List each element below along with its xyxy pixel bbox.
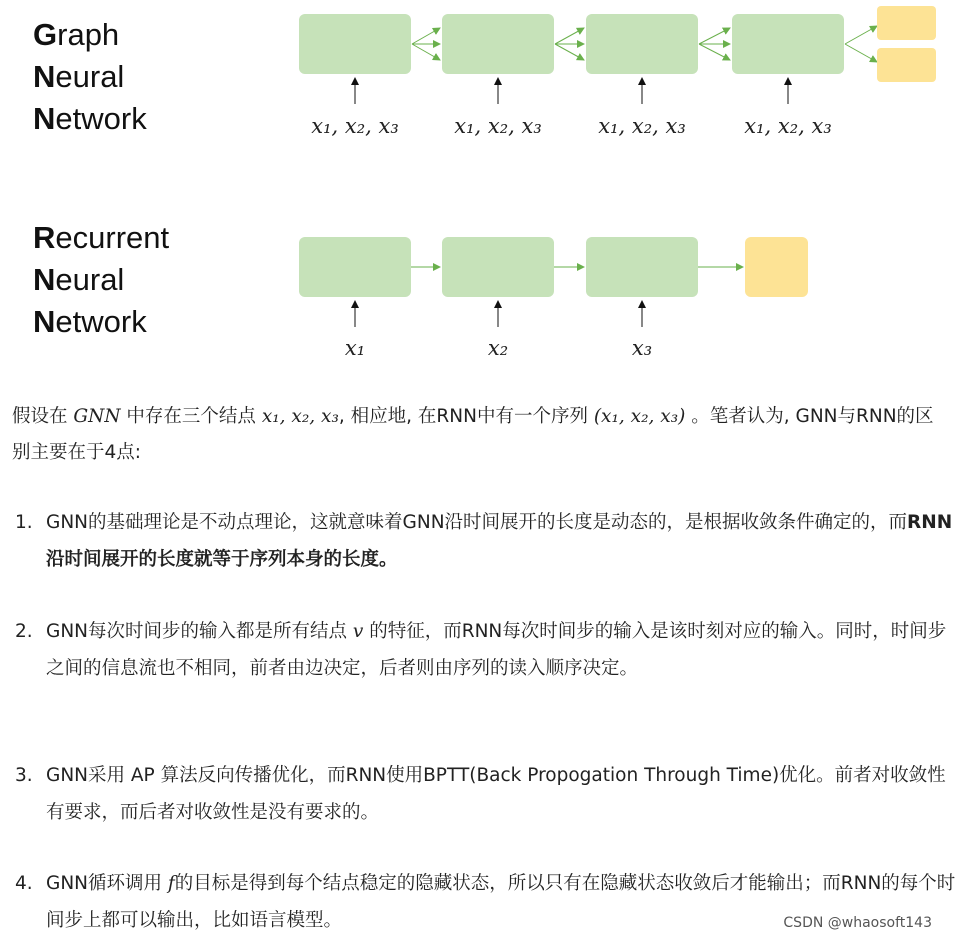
list-item: 4. GNN循环调用 f的目标是得到每个结点稳定的隐藏状态，所以只有在隐藏状态收敛后才能输出；而RNN的每个时间步上都可以输出，比如语言模型。 [15, 873, 956, 931]
message-arrow [555, 44, 584, 60]
gnn-input-label: x₁, x₂, x₃ [744, 114, 832, 138]
rnn-output [745, 237, 808, 297]
gnn-output [877, 6, 936, 40]
message-arrow [845, 26, 877, 44]
list-item: 2. GNN每次时间步的输入都是所有结点 v 的特征，而RNN每次时间步的输入是该时刻对应的输入。同时，时间步之间的信息流也不相同，前者由边决定，后者则由序列的读入顺序决定。 [15, 621, 947, 679]
gnn-node [732, 14, 844, 74]
intro-paragraph: 假设在 GNN 中存在三个结点 x₁, x₂, x₃, 相应地, 在RNN中有一个序列 (x₁, x₂, x₃) 。笔者认为, GNN与RNN的区别主要在于4点: [12, 406, 934, 463]
list-item: 3. GNN采用 AP 算法反向传播优化，而RNN使用BPTT(Back Propogation Through Time)优化。前者对收敛性有要求，而后者对收敛性是没有要求的。 [15, 765, 946, 823]
message-arrow [412, 44, 440, 60]
gnn-input-label: x₁, x₂, x₃ [454, 114, 542, 138]
rnn-title: Recurrent Neural Network [33, 220, 170, 339]
gnn-node [299, 14, 411, 74]
rnn-node [586, 237, 698, 297]
gnn-node [586, 14, 698, 74]
list-item: 1. GNN的基础理论是不动点理论，这就意味着GNN沿时间展开的长度是动态的，是根据收敛条件确定的，而RNN沿时间展开的长度就等于序列本身的长度。 [15, 512, 953, 570]
diagram [0, 0, 946, 370]
rnn-input-label: x₃ [631, 336, 653, 360]
gnn-input-label: x₁, x₂, x₃ [311, 114, 399, 138]
gnn-title: Graph Neural Network [33, 17, 147, 136]
rnn-input-label: x₂ [487, 336, 509, 360]
gnn-input-label: x₁, x₂, x₃ [598, 114, 686, 138]
rnn-node [442, 237, 554, 297]
rnn-input-label: x₁ [344, 336, 366, 360]
rnn-node [299, 237, 411, 297]
gnn-output [877, 48, 936, 82]
message-arrow [555, 28, 584, 44]
gnn-node [442, 14, 554, 74]
watermark: CSDN @whaosoft143 [783, 915, 932, 931]
message-arrow [845, 44, 877, 62]
message-arrow [699, 44, 730, 60]
message-arrow [412, 28, 440, 44]
message-arrow [699, 28, 730, 44]
